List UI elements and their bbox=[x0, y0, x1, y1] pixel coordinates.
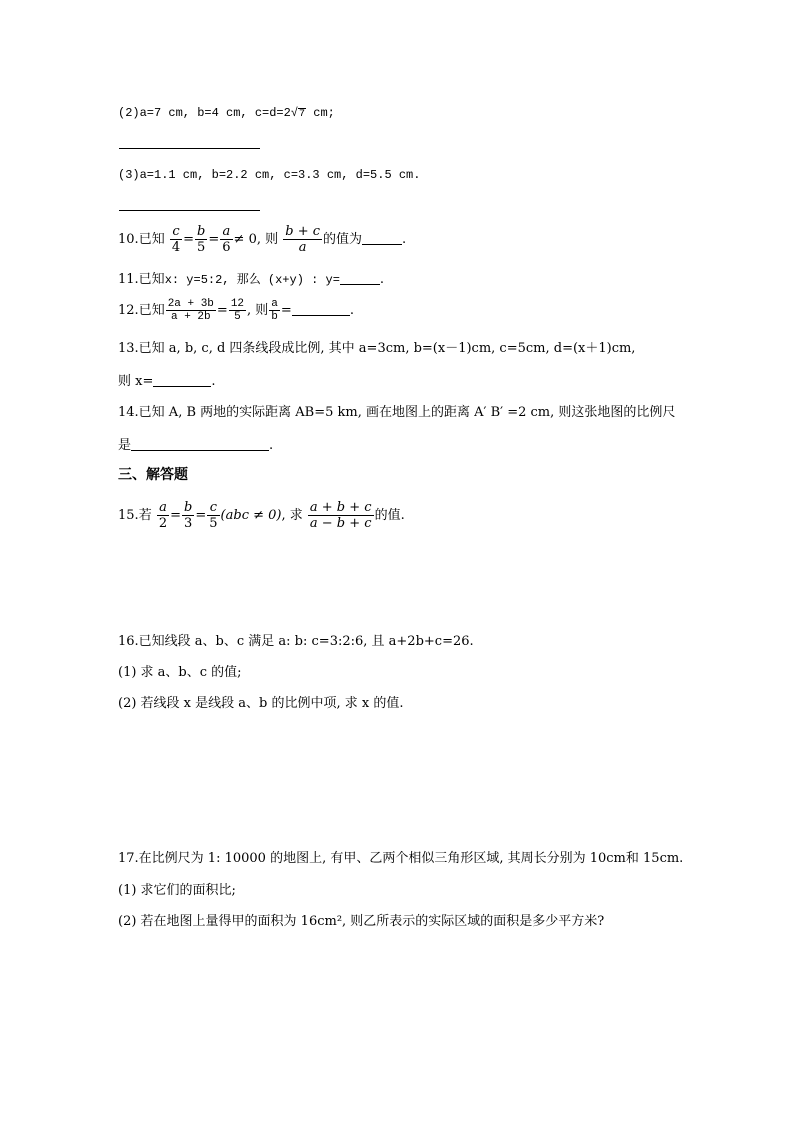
question-13: 13.已知 a, b, c, d 四条线段成比例, 其中 a=3cm, b=(x－1)cm, c=5cm, d=(x＋1)cm, bbox=[118, 341, 636, 356]
answer-blank-11[interactable] bbox=[340, 270, 380, 285]
frac-den: a bbox=[298, 240, 307, 255]
frac-den: 5 bbox=[209, 516, 218, 531]
question-16: 16.已知线段 a、b、c 满足 a: b: c=3:2:6, 且 a+2b+c=26. bbox=[118, 634, 474, 649]
frac-num: 2a + 3b bbox=[167, 298, 214, 310]
q12-equals: = bbox=[216, 303, 228, 318]
frac-den: 2 bbox=[158, 516, 168, 531]
q12-number: 12. bbox=[118, 303, 139, 318]
question-11 bbox=[118, 270, 384, 289]
q13-prefix: 则 x= bbox=[118, 374, 154, 389]
frac-num: 12 bbox=[230, 298, 245, 310]
question-17-part-1: (1) 求它们的面积比; bbox=[118, 883, 236, 898]
q15-suffix: 的值. bbox=[374, 508, 405, 523]
q11-prefix: 11.已知 bbox=[118, 272, 165, 287]
q10-suffix: 的值为 bbox=[323, 232, 363, 247]
frac-den: 5 bbox=[234, 311, 241, 323]
item-2 bbox=[118, 104, 335, 124]
answer-blank-12[interactable] bbox=[292, 301, 350, 316]
fraction-a-6 bbox=[220, 224, 232, 255]
frac-num: c bbox=[207, 500, 219, 516]
item-2-text: (2)a=7 cm, b=4 cm, c=d=2 bbox=[118, 106, 291, 120]
q10-condition: ≠ 0 bbox=[233, 232, 257, 247]
section-heading: 三、解答题 bbox=[118, 467, 188, 483]
frac-num: a bbox=[157, 500, 169, 516]
sqrt-symbol: √7 bbox=[290, 106, 306, 120]
question-12 bbox=[118, 298, 354, 323]
fraction-sum bbox=[308, 500, 374, 531]
q15-then: , 求 bbox=[281, 508, 303, 523]
q15-number: 15. bbox=[118, 508, 139, 523]
frac-num: a bbox=[271, 298, 278, 310]
frac-num: c bbox=[170, 224, 182, 240]
radicand: 7 bbox=[299, 109, 306, 120]
question-17: 17.在比例尺为 1: 10000 的地图上, 有甲、乙两个相似三角形区域, 其周长分别为 10cm和 15cm. bbox=[118, 851, 684, 866]
q14-end: . bbox=[269, 438, 274, 453]
frac-num: a bbox=[220, 224, 232, 240]
frac-den: 3 bbox=[184, 516, 193, 531]
frac-num: b bbox=[184, 500, 193, 515]
fraction-b-3 bbox=[182, 500, 194, 531]
question-15: 15.若 $\frac{a}{2}$ = $\frac{b}{3}$ = $\frac{c}{5}$ (abc ≠ 0), 求 $\frac{a + b + c}{a - b + c}$ 的值. bbox=[118, 500, 405, 531]
frac-den: 5 bbox=[197, 240, 206, 255]
question-14-line-2 bbox=[118, 436, 273, 455]
fraction-a-b bbox=[269, 298, 280, 323]
question-10: 10.已知 $\frac{c}{4}$ = $\frac{b}{5}$ = $\frac{a}{6}$ ≠ 0, 则 $\frac{b + c}{a}$ 的值为 . bbox=[118, 224, 407, 255]
answer-blank-13[interactable] bbox=[153, 372, 211, 387]
fraction-b-5 bbox=[195, 224, 207, 255]
q13-end: . bbox=[211, 374, 216, 389]
fraction-2a3b bbox=[166, 298, 216, 323]
question-16-part-2: (2) 若线段 x 是线段 a、b 的比例中项, 求 x 的值. bbox=[118, 696, 404, 711]
fraction-c-4 bbox=[170, 224, 182, 255]
q10-number: 10. bbox=[118, 232, 139, 247]
frac-den: a − b + c bbox=[309, 516, 372, 531]
q15-condition: (abc ≠ 0) bbox=[220, 508, 282, 523]
answer-line-2 bbox=[119, 148, 260, 149]
q12-prefix: 已知 bbox=[138, 303, 165, 318]
question-16-part-1: (1) 求 a、b、c 的值; bbox=[118, 665, 242, 680]
fraction-12-5 bbox=[229, 298, 246, 323]
frac-den: a + 2b bbox=[171, 311, 211, 323]
q10-end: . bbox=[402, 232, 407, 247]
q15-prefix: 若 bbox=[138, 508, 152, 523]
q11-end: . bbox=[379, 272, 385, 287]
q12-then: , 则 bbox=[247, 303, 269, 318]
q14-prefix: 是 bbox=[118, 438, 132, 453]
q11-text: x: y=5:2, 那么 (x+y) : y= bbox=[164, 273, 340, 287]
fraction-bc-a bbox=[283, 224, 322, 255]
question-14: 14.已知 A, B 两地的实际距离 AB=5 km, 画在地图上的距离 A′ B′ =2 cm, 则这张地图的比例尺 bbox=[118, 405, 676, 420]
frac-den: 6 bbox=[222, 240, 231, 255]
item-3: (3)a=1.1 cm, b=2.2 cm, c=3.3 cm, d=5.5 cm. bbox=[118, 168, 421, 182]
question-17-part-2: (2) 若在地图上量得甲的面积为 16cm², 则乙所表示的实际区域的面积是多少平方米? bbox=[118, 914, 605, 929]
q10-then: , 则 bbox=[256, 232, 279, 247]
answer-blank-14[interactable] bbox=[131, 436, 269, 451]
q12-equals-2: = bbox=[280, 303, 292, 318]
question-13-line-2 bbox=[118, 372, 216, 391]
answer-blank-10[interactable] bbox=[362, 230, 402, 245]
frac-num: a + b + c bbox=[309, 500, 372, 515]
fraction-a-2 bbox=[157, 500, 169, 531]
item-2-unit: cm; bbox=[306, 106, 335, 120]
fraction-c-5 bbox=[207, 500, 219, 531]
answer-line-3 bbox=[119, 210, 260, 211]
frac-num: b bbox=[197, 224, 206, 239]
q12-end: . bbox=[349, 303, 354, 318]
frac-den: 4 bbox=[171, 240, 181, 255]
frac-den: b bbox=[271, 311, 278, 323]
q10-prefix: 已知 bbox=[138, 232, 165, 247]
frac-num: b + c bbox=[285, 224, 321, 239]
